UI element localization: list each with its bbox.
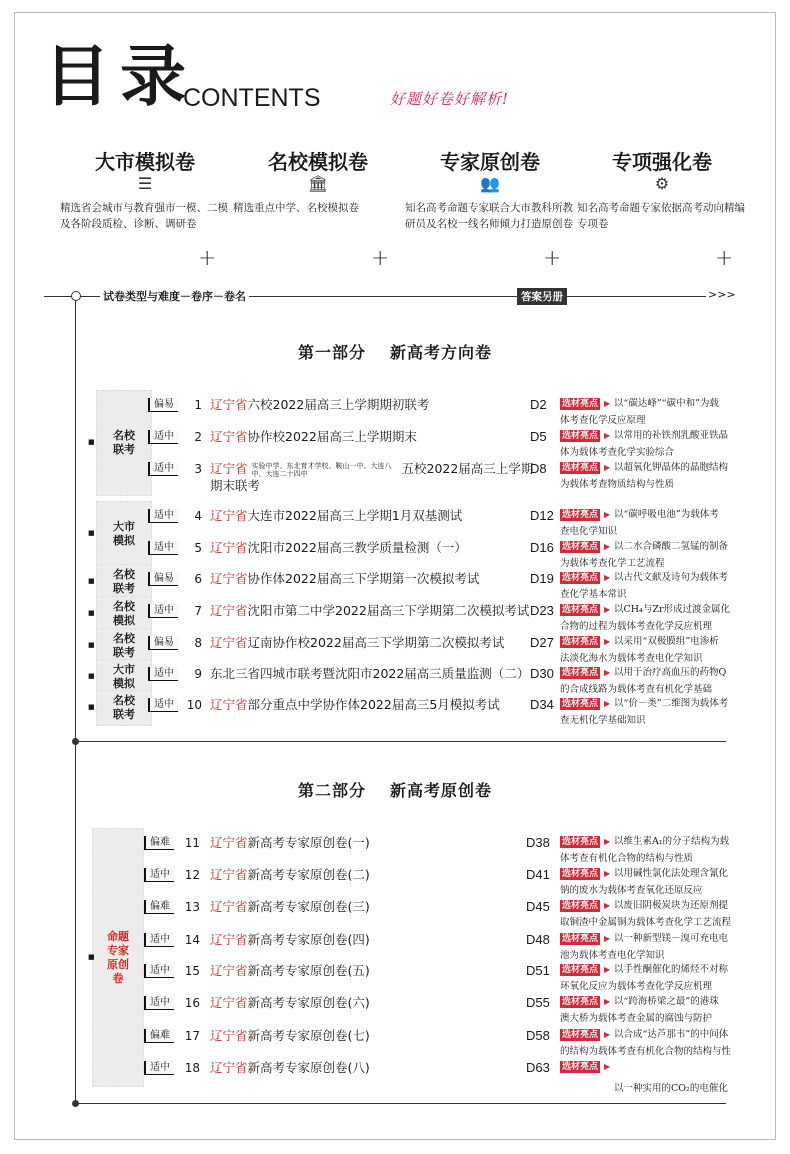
paper-number: 4: [194, 509, 202, 523]
note-line: 体考查化学反应原理: [560, 415, 646, 426]
title-text: 六校2022届高三上学期期初联考: [247, 397, 430, 412]
note-line: 以用于治疗高血压的药物Q: [614, 667, 727, 678]
note-line: 以一种新型镁－溴可充电电: [614, 933, 729, 944]
answer-page-code: D41: [526, 867, 550, 882]
note-line: 的合成线路为载体考查有机化学基础: [560, 684, 713, 695]
paper-number: 11: [184, 836, 200, 850]
paper-title: [210, 697, 540, 713]
plus-mark: +: [198, 246, 217, 271]
answer-booklet-label: 答案另册: [517, 288, 567, 305]
school-icon: 🏛: [307, 174, 329, 193]
title-text: 新高考专家原创卷(六): [247, 995, 370, 1010]
answer-page-code: D55: [526, 995, 550, 1010]
note-line: 以用碱性氯化法处理含氰化: [614, 868, 729, 879]
group-label-text: 大市模拟: [113, 520, 135, 547]
table-row[interactable]: [0, 1060, 790, 1094]
note-line: 澳大桥为载体考查金属的腐蚀与防护: [560, 1013, 713, 1024]
category-name: 专项强化卷: [612, 150, 712, 174]
triangle-icon: ▶: [604, 1062, 611, 1071]
note-line: 以采用“双极膜组”电渗析: [614, 636, 719, 647]
bullet-icon: ■: [88, 952, 95, 961]
answer-page-code: D16: [530, 540, 554, 555]
difficulty-tag: 适中: [148, 430, 178, 444]
note-line: 查化学基本常识: [560, 589, 627, 600]
note-line: 法淡化海水为载体考查电化学知识: [560, 653, 703, 664]
difficulty-tag: 偏难: [144, 836, 174, 850]
note-line: 查电化学知识: [560, 526, 618, 537]
province: 辽宁省: [210, 635, 248, 650]
difficulty-tag: 适中: [148, 667, 178, 681]
group-label-text: 名校联考: [113, 568, 135, 595]
table-row[interactable]: [0, 397, 790, 426]
highlight-badge: 选材亮点: [562, 1030, 599, 1040]
triangle-icon: ▶: [604, 1030, 611, 1039]
category-desc: 知名高考命题专家联合大市教科所教研员及名校一线名师倾力打造原创卷: [405, 202, 573, 230]
difficulty-tag: 适中: [144, 933, 174, 947]
paper-number: 3: [194, 462, 202, 476]
part-heading-2: 第二部分 新高考原创卷: [297, 781, 493, 800]
triangle-icon: ▶: [604, 869, 611, 878]
bullet-icon: ■: [88, 703, 95, 711]
table-row[interactable]: [0, 429, 790, 458]
answer-page-code: D63: [526, 1060, 550, 1075]
title-text: 大连市2022届高三上学期1月双基测试: [247, 508, 463, 523]
paper-number: 12: [184, 868, 200, 882]
title-text: 五校2022届高三上学期期末联考: [210, 461, 534, 493]
category-card: [233, 146, 403, 216]
slogan: 好题好卷好解析!: [390, 90, 510, 108]
title-text: 新高考专家原创卷(四): [247, 932, 370, 947]
highlight-badge: 选材亮点: [562, 869, 599, 879]
province: 辽宁省: [210, 867, 248, 882]
province: 辽宁省: [210, 963, 248, 978]
note-line: 环氧化反应为载体考查化学反应机理: [560, 981, 713, 992]
axis-arrows: >>>: [708, 288, 736, 301]
paper-title: [210, 867, 540, 883]
group-label-text: 大市模拟: [113, 663, 135, 690]
triangle-icon: ▶: [604, 542, 611, 551]
bullet-icon: ■: [88, 609, 95, 617]
group-label-text: 名校联考: [113, 429, 135, 456]
paper-title: [210, 635, 540, 651]
province: 辽宁省: [210, 995, 248, 1010]
province: 辽宁省: [210, 697, 248, 712]
note-line: 以合成“达芦那韦”的中间体: [614, 1029, 729, 1040]
highlight-badge: 选材亮点: [562, 573, 599, 583]
table-row[interactable]: [0, 635, 790, 664]
note-line: 取铜渣中金属铜为载体考查化学工艺流程: [560, 917, 732, 928]
note-line: 池为载体考查电化学知识: [560, 950, 665, 961]
difficulty-tag: 适中: [148, 509, 178, 523]
note-line: 的结构为载体考查有机化合物的结构与性: [560, 1046, 732, 1057]
paper-number: 1: [194, 398, 202, 412]
province: 辽宁省: [210, 461, 248, 476]
province: 辽宁省: [210, 508, 248, 523]
province: 辽宁省: [210, 397, 248, 412]
answer-page-code: D27: [530, 635, 554, 650]
highlight-badge: 选材亮点: [562, 901, 599, 911]
category-desc: 知名高考命题专家依据高考动向精编专项卷: [577, 202, 745, 230]
category-name: 大市模拟卷: [95, 150, 195, 174]
paper-number: 5: [194, 541, 202, 555]
highlight-badge: 选材亮点: [562, 399, 599, 409]
table-row[interactable]: [0, 835, 790, 864]
note-line: 以一种实用的CO₂的电催化: [614, 1083, 728, 1094]
paper-number: 15: [184, 964, 200, 978]
plus-mark: +: [371, 246, 390, 271]
note-line: 体考查有机化合物的结构与性质: [560, 853, 694, 864]
answer-page-code: D23: [530, 603, 554, 618]
paper-number: 6: [194, 572, 202, 586]
triangle-icon: ▶: [604, 934, 611, 943]
triangle-icon: ▶: [604, 573, 611, 582]
highlight-badge: 选材亮点: [562, 431, 599, 441]
table-row[interactable]: [0, 1028, 790, 1057]
answer-page-code: D58: [526, 1028, 550, 1043]
axis-label: 试卷类型与难度－卷序－卷名: [100, 288, 249, 304]
table-row[interactable]: [0, 540, 790, 569]
answer-page-code: D5: [530, 429, 547, 444]
paper-title: [210, 1060, 540, 1076]
answer-page-code: D2: [530, 397, 547, 412]
triangle-icon: ▶: [604, 699, 611, 708]
part-heading-1: 第一部分 新高考方向卷: [297, 343, 493, 362]
answer-page-code: D30: [530, 666, 554, 681]
highlight-badge: 选材亮点: [562, 965, 599, 975]
table-row[interactable]: [0, 603, 790, 632]
highlight-badge: 选材亮点: [562, 637, 599, 647]
difficulty-tag: 适中: [144, 996, 174, 1010]
bullet-icon: ■: [88, 529, 95, 537]
table-row[interactable]: [0, 666, 790, 695]
title-text: 沈阳市2022届高三教学质量检测（一）: [247, 540, 467, 555]
title-text: 新高考专家原创卷(八): [247, 1060, 370, 1075]
difficulty-tag: 适中: [148, 604, 178, 618]
category-card: [577, 146, 747, 232]
paper-number: 16: [184, 996, 200, 1010]
paper-title: [210, 835, 540, 851]
note-line: 以废旧阴极炭块为还原剂提: [614, 900, 729, 911]
highlight-badge: 选材亮点: [562, 934, 599, 944]
paper-title: [210, 1028, 540, 1044]
difficulty-tag: 适中: [144, 964, 174, 978]
paper-title: [210, 603, 540, 619]
paper-title: [210, 666, 540, 682]
triangle-icon: ▶: [604, 997, 611, 1006]
table-row[interactable]: [0, 461, 790, 493]
province: 辽宁省: [210, 540, 248, 555]
paper-number: 14: [184, 933, 200, 947]
paper-number: 9: [194, 667, 202, 681]
note-line: 以超氧化钾晶体的晶胞结构: [614, 462, 729, 473]
note-line: 以“跨海桥梁之最”的港珠: [614, 996, 719, 1007]
triangle-icon: ▶: [604, 637, 611, 646]
timeline-knot: [72, 1100, 79, 1107]
table-row[interactable]: [0, 867, 790, 896]
triangle-icon: ▶: [604, 463, 611, 472]
category-name: 名校模拟卷: [268, 150, 368, 174]
paper-title: [210, 571, 540, 587]
difficulty-tag: 偏易: [148, 398, 178, 412]
bullet-icon: ■: [88, 438, 95, 446]
note-line: 以“碳呼吸电池”为载体考: [614, 509, 719, 520]
difficulty-tag: 适中: [148, 462, 178, 476]
highlight-badge: 选材亮点: [562, 699, 599, 709]
highlight-badge: 选材亮点: [562, 510, 599, 520]
difficulty-tag: 适中: [148, 698, 178, 712]
title-text: 东北三省四城市联考暨沈阳市2022届高三质量监测（二）: [210, 666, 530, 681]
table-row[interactable]: [0, 995, 790, 1024]
highlight-badge: 选材亮点: [562, 997, 599, 1007]
province: 辽宁省: [210, 835, 248, 850]
difficulty-tag: 偏难: [144, 1029, 174, 1043]
group-label-text: 名校联考: [113, 694, 135, 721]
category-desc: 精选重点中学、名校模拟卷: [233, 202, 359, 214]
paper-title: [210, 429, 540, 445]
paper-number: 10: [186, 698, 202, 712]
note-line: 以“碳达峰”“碳中和”为载: [614, 398, 719, 409]
highlight-badge: 选材亮点: [562, 1062, 599, 1072]
group-label-text: 名校联考: [113, 632, 135, 659]
paper-title: [210, 540, 540, 556]
category-desc: 精选省会城市与教育强市一模、二模及各阶段质检、诊断、调研卷: [60, 202, 228, 230]
paper-number: 18: [184, 1061, 200, 1075]
note-line: 以常用的补铁剂乳酸亚铁晶: [614, 430, 729, 441]
answer-page-code: D38: [526, 835, 550, 850]
paper-number: 8: [194, 636, 202, 650]
category-card: [405, 146, 575, 232]
title-text: 协作体2022届高三下学期第一次模拟考试: [247, 571, 480, 586]
paper-title: [210, 461, 540, 494]
province: 辽宁省: [210, 932, 248, 947]
highlight-badge: 选材亮点: [562, 542, 599, 552]
section-divider: [75, 1103, 726, 1104]
axis-node: [71, 291, 81, 301]
paper-title: [210, 995, 540, 1011]
note-line: 合物的过程为载体考查化学反应机理: [560, 621, 713, 632]
category-card: [60, 146, 230, 232]
paper-title: [210, 963, 540, 979]
difficulty-tag: 适中: [144, 1061, 174, 1075]
list-icon: ☰: [137, 174, 153, 193]
note-line: 以古代文献及诗句为载体考: [614, 572, 729, 583]
plus-mark: +: [543, 246, 562, 271]
bullet-icon: ■: [88, 577, 95, 585]
difficulty-tag: 偏易: [148, 572, 178, 586]
answer-page-code: D12: [530, 508, 554, 523]
paper-title: [210, 397, 540, 413]
triangle-icon: ▶: [604, 965, 611, 974]
note-line: 以二水合磷酸二氢锰的制备: [614, 541, 729, 552]
note-line: 查无机化学基础知识: [560, 715, 646, 726]
bullet-icon: ■: [88, 672, 95, 680]
answer-page-code: D48: [526, 932, 550, 947]
table-row[interactable]: [0, 697, 790, 726]
note-line: 以“价－类”二维图为载体考: [614, 698, 729, 709]
title-text: 新高考专家原创卷(七): [247, 1028, 370, 1043]
difficulty-tag: 偏难: [144, 900, 174, 914]
paper-number: 2: [194, 430, 202, 444]
province: 辽宁省: [210, 1028, 248, 1043]
table-row[interactable]: [0, 963, 790, 992]
note-line: 为载体考查化学工艺流程: [560, 558, 665, 569]
title-text: 新高考专家原创卷(三): [247, 899, 370, 914]
answer-page-code: D45: [526, 899, 550, 914]
group-label-text: 命题专家原创卷: [107, 929, 129, 985]
difficulty-tag: 适中: [148, 541, 178, 555]
title-text: 沈阳市第二中学2022届高三下学期第二次模拟考试: [247, 603, 530, 618]
triangle-icon: ▶: [604, 837, 611, 846]
triangle-icon: ▶: [604, 510, 611, 519]
province: 辽宁省: [210, 603, 248, 618]
school-list: 实验中学、东北育才学校、鞍山一中、大连八中、大连二十四中: [251, 461, 392, 478]
bullet-icon: ■: [88, 641, 95, 649]
title-text: 新高考专家原创卷(二): [247, 867, 370, 882]
note-line: 以维生素A₁的分子结构为载: [614, 836, 730, 847]
province: 辽宁省: [210, 1060, 248, 1075]
answer-page-code: D34: [530, 697, 554, 712]
paper-title: [210, 932, 540, 948]
title-text: 协作校2022届高三上学期期末: [247, 429, 417, 444]
category-name: 专家原创卷: [440, 150, 540, 174]
note-line: 以手性酮催化的烯烃不对称: [614, 964, 729, 975]
paper-number: 7: [194, 604, 202, 618]
note-line: 体为载体考查化学实验综合: [560, 447, 675, 458]
note-line: 钠的废水为载体考查氧化还原反应: [560, 885, 703, 896]
table-row[interactable]: [0, 571, 790, 600]
highlight-badge: 选材亮点: [562, 463, 599, 473]
paper-number: 17: [184, 1029, 200, 1043]
plus-mark: +: [715, 246, 734, 271]
province: 辽宁省: [210, 571, 248, 586]
title-text: 辽南协作校2022届高三下学期第二次模拟考试: [247, 635, 505, 650]
note-line: 为载体考查物质结构与性质: [560, 479, 675, 490]
answer-page-code: D51: [526, 963, 550, 978]
gear-icon: ⚙: [654, 174, 670, 193]
table-row[interactable]: [0, 899, 790, 928]
paper-number: 13: [184, 900, 200, 914]
page-title: 目录: [44, 38, 196, 115]
paper-title: [210, 899, 540, 915]
highlight-badge: 选材亮点: [562, 837, 599, 847]
title-text: 新高考专家原创卷(五): [247, 963, 370, 978]
triangle-icon: ▶: [604, 668, 611, 677]
paper-title: [210, 508, 540, 524]
section-divider: [75, 741, 726, 742]
triangle-icon: ▶: [604, 399, 611, 408]
triangle-icon: ▶: [604, 901, 611, 910]
province: 辽宁省: [210, 899, 248, 914]
timeline-knot: [72, 738, 79, 745]
title-text: 部分重点中学协作体2022届高三5月模拟考试: [247, 697, 500, 712]
triangle-icon: ▶: [604, 431, 611, 440]
difficulty-tag: 偏易: [148, 636, 178, 650]
answer-page-code: D19: [530, 571, 554, 586]
triangle-icon: ▶: [604, 605, 611, 614]
page-subtitle: CONTENTS: [183, 84, 321, 112]
people-icon: 👥: [480, 174, 500, 193]
highlight-badge: 选材亮点: [562, 605, 599, 615]
difficulty-tag: 适中: [144, 868, 174, 882]
group-label-text: 名校模拟: [113, 600, 135, 627]
highlight-badge: 选材亮点: [562, 668, 599, 678]
title-text: 新高考专家原创卷(一): [247, 835, 370, 850]
note-line: 以CH₄与Zr形成过渡金属化: [614, 604, 731, 615]
province: 辽宁省: [210, 429, 248, 444]
answer-page-code: D8: [530, 461, 547, 476]
